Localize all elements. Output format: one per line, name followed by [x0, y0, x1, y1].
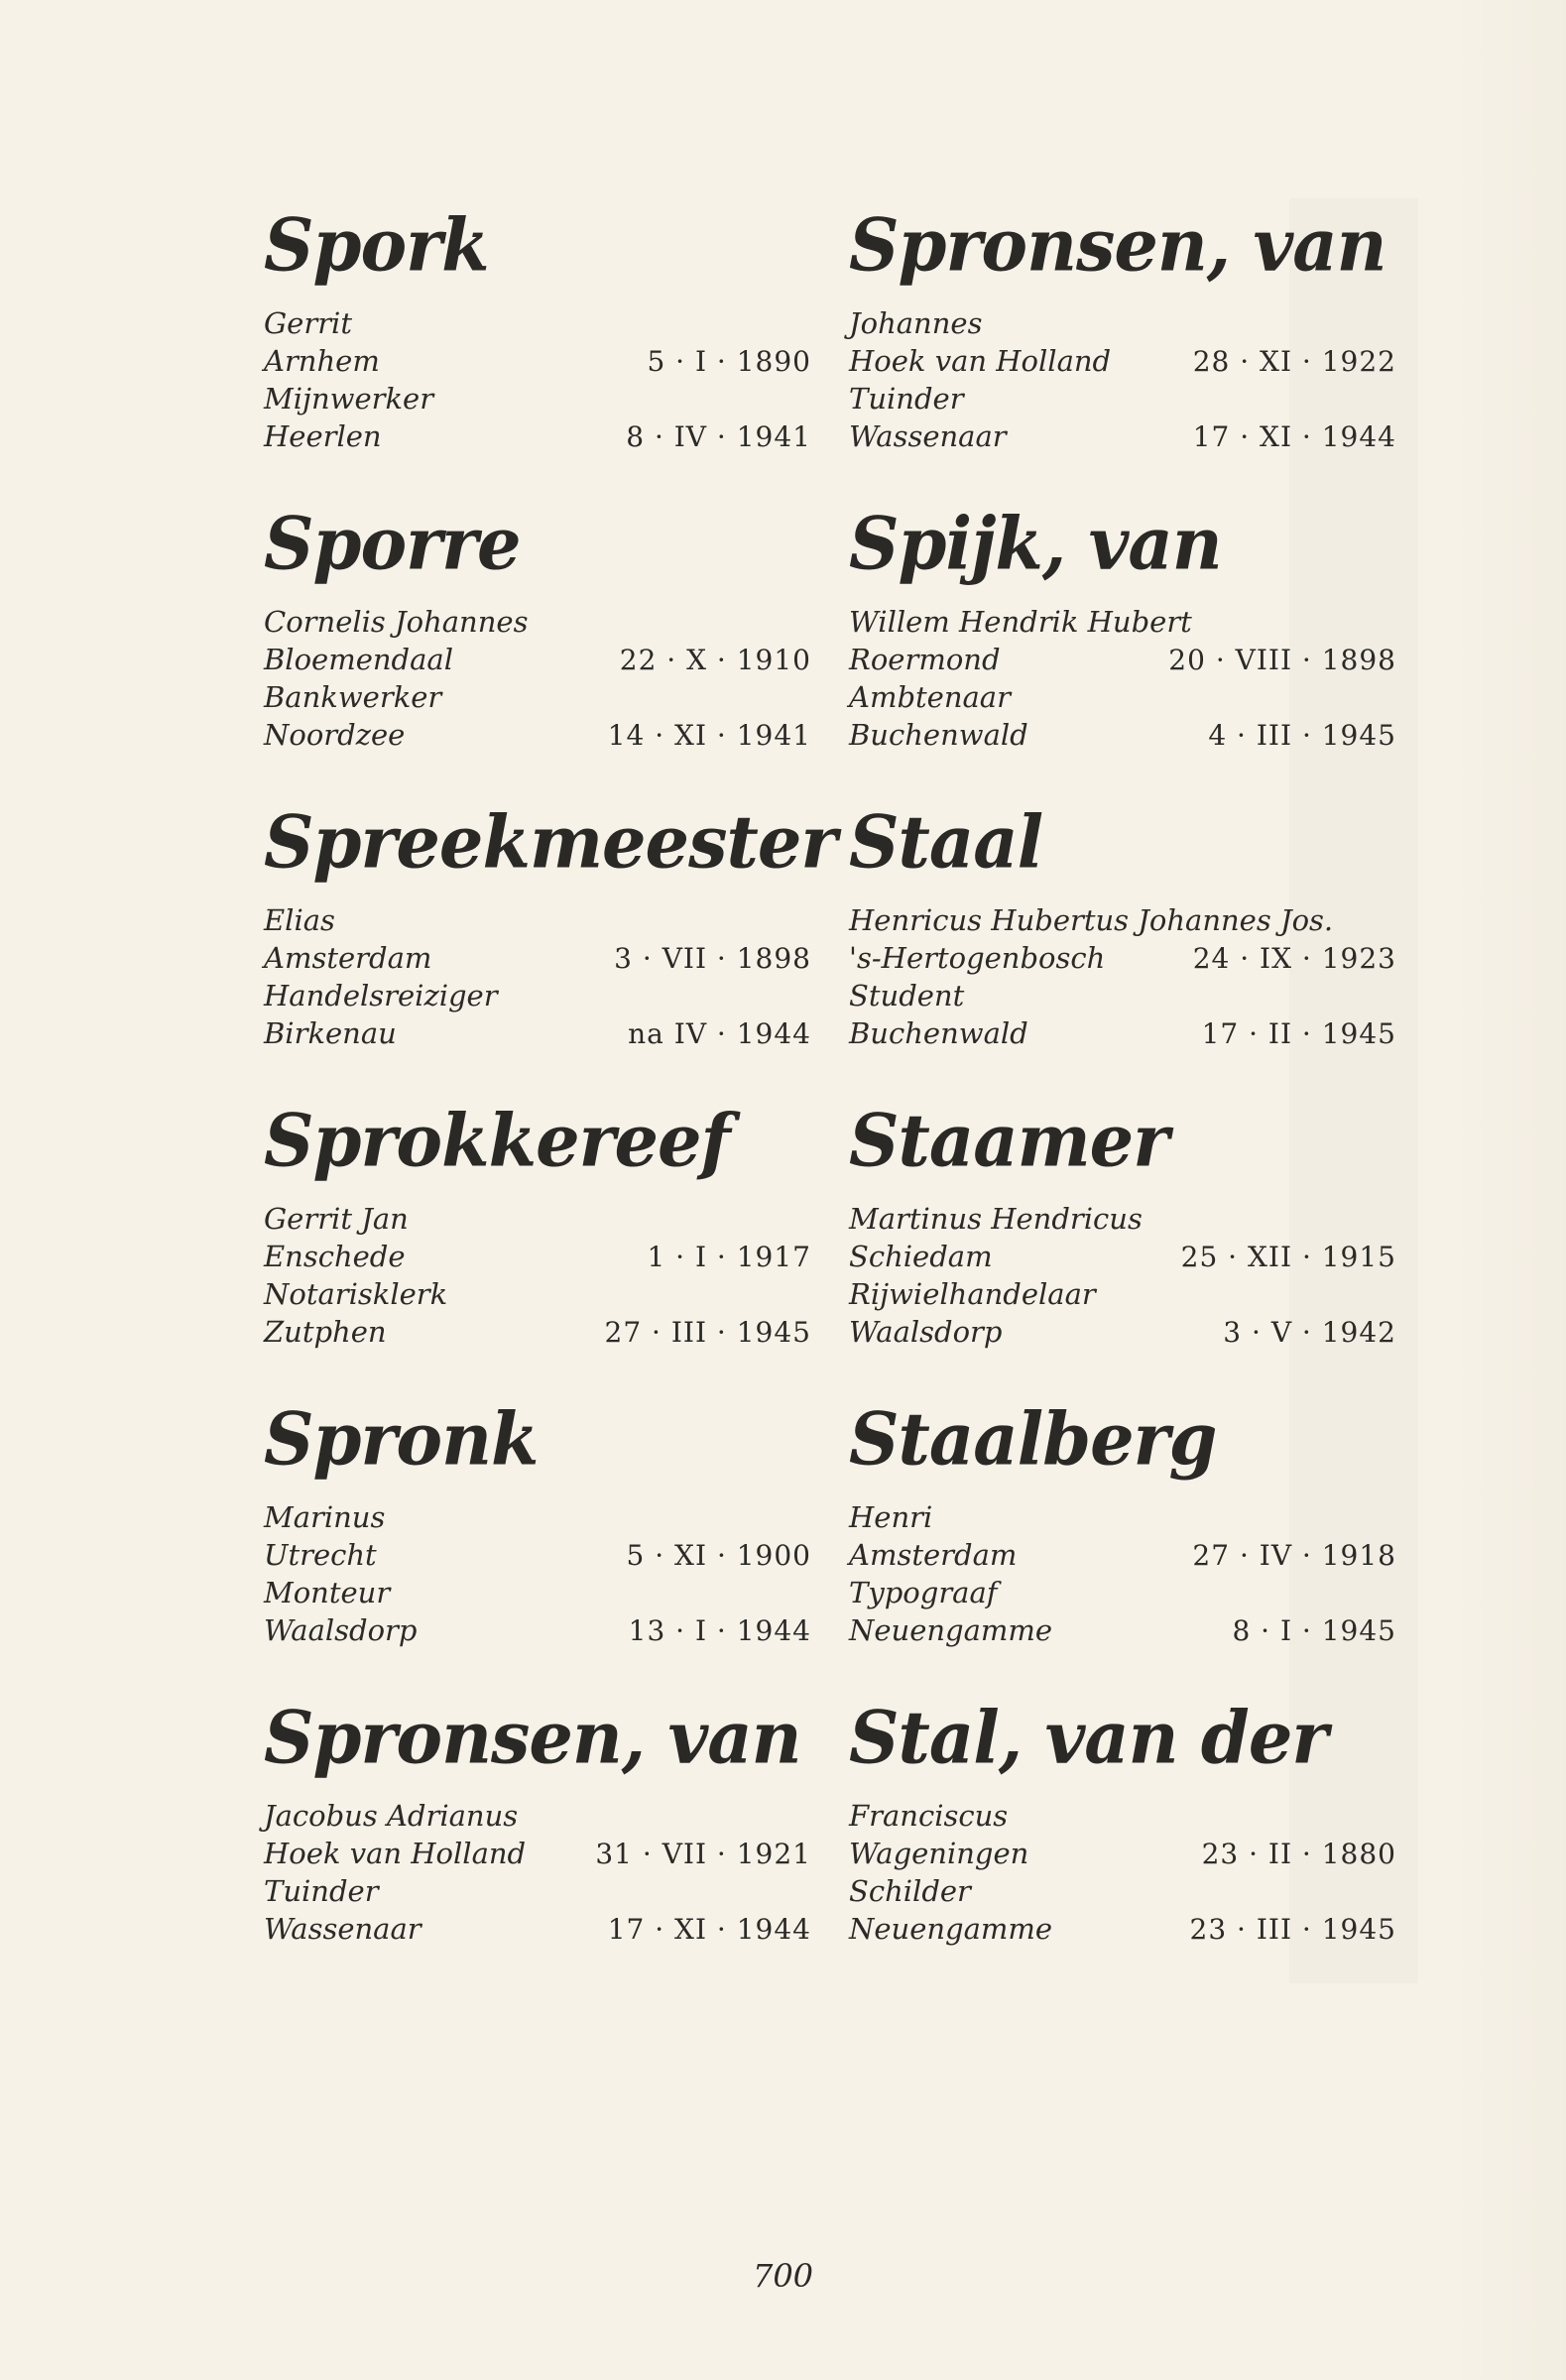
death-date: 4 · III · 1945: [1208, 719, 1396, 752]
occupation-line: [264, 1574, 815, 1611]
birth-date: 5 · I · 1890: [647, 345, 811, 378]
surname-heading: Spreekmeester: [264, 798, 837, 886]
death-place: Wassenaar: [264, 1912, 422, 1946]
surname-heading: Staalberg: [849, 1395, 1217, 1483]
entry-details: [264, 1200, 815, 1351]
entry-details: [849, 901, 1400, 1052]
occupation-line: [849, 1872, 1400, 1910]
surname-heading: Staal: [849, 798, 1043, 886]
death-date: 13 · I · 1944: [628, 1614, 811, 1647]
register-entry: [849, 502, 1400, 800]
occupation-line: [849, 380, 1400, 417]
register-entry: [264, 798, 837, 1099]
occupation-line: [264, 678, 815, 716]
birth-date: 23 · II · 1880: [1201, 1838, 1396, 1870]
birth-place: Bloemendaal: [264, 643, 453, 676]
occupation: Ambtenaar: [849, 680, 1011, 714]
occupation: Bankwerker: [264, 680, 442, 714]
death-place: Neuengamme: [849, 1912, 1053, 1946]
entry-details: [849, 1200, 1400, 1351]
given-names-line: [849, 1498, 1400, 1536]
death-line: [264, 1611, 815, 1649]
surname-heading: Staamer: [849, 1097, 1169, 1184]
death-place: Heerlen: [264, 419, 382, 453]
given-names: Cornelis Johannes: [264, 605, 529, 639]
entry-details: [849, 1498, 1400, 1649]
birth-date: 1 · I · 1917: [647, 1241, 811, 1273]
given-names: Martinus Hendricus: [849, 1202, 1143, 1236]
given-names: Jacobus Adrianus: [264, 1799, 519, 1833]
register-entry: [264, 1099, 815, 1397]
death-place: Wassenaar: [849, 419, 1007, 453]
death-date: 27 · III · 1945: [604, 1316, 811, 1349]
birth-place: Schiedam: [849, 1240, 993, 1273]
given-names-line: [264, 901, 815, 939]
birth-place: Utrecht: [264, 1538, 377, 1572]
death-date: 8 · I · 1945: [1232, 1614, 1396, 1647]
given-names-line: [264, 304, 815, 342]
birth-place: Amsterdam: [264, 941, 432, 975]
occupation-line: [264, 380, 815, 417]
given-names-line: [849, 603, 1400, 641]
death-place: Noordzee: [264, 718, 406, 752]
occupation: Notarisklerk: [264, 1277, 448, 1311]
surname-heading: Spork: [264, 201, 489, 289]
occupation: Mijnwerker: [264, 382, 434, 416]
given-names: Elias: [264, 903, 335, 937]
death-place: Zutphen: [264, 1315, 387, 1349]
birth-place: Roermond: [849, 643, 1001, 676]
birth-date: 24 · IX · 1923: [1192, 942, 1396, 975]
given-names: Franciscus: [849, 1799, 1009, 1833]
birth-date: 28 · XI · 1922: [1192, 345, 1396, 378]
birth-date: 27 · IV · 1918: [1192, 1539, 1396, 1572]
register-entry: [849, 1696, 1400, 1994]
birth-line: [264, 641, 815, 678]
occupation-line: [264, 1872, 815, 1910]
death-place: Buchenwald: [849, 1016, 1028, 1050]
death-line: [264, 1910, 815, 1948]
death-date: 17 · XI · 1944: [607, 1913, 811, 1946]
birth-place: 's-Hertogenbosch: [849, 941, 1106, 975]
death-line: [264, 716, 815, 754]
birth-date: 3 · VII · 1898: [614, 942, 811, 975]
right-column: [849, 203, 1400, 1994]
death-date: na IV · 1944: [628, 1017, 811, 1050]
birth-date: 25 · XII · 1915: [1180, 1241, 1396, 1273]
entry-details: [264, 1797, 815, 1948]
register-entry: [264, 1397, 815, 1696]
birth-line: [849, 641, 1400, 678]
death-line: [849, 417, 1400, 455]
occupation-line: [849, 1275, 1400, 1313]
death-line: [849, 1611, 1400, 1649]
birth-line: [264, 1238, 815, 1275]
occupation: Tuinder: [264, 1874, 379, 1908]
surname-heading: Spijk, van: [849, 500, 1222, 587]
left-column: [264, 201, 837, 1994]
given-names-line: [849, 1797, 1400, 1835]
register-entry: [849, 203, 1400, 502]
entry-details: [849, 304, 1400, 455]
death-date: 14 · XI · 1941: [607, 719, 811, 752]
given-names-line: [264, 1797, 815, 1835]
birth-line: [264, 342, 815, 380]
death-place: Waalsdorp: [849, 1315, 1003, 1349]
occupation-line: [849, 1574, 1400, 1611]
surname-heading: Sporre: [264, 500, 521, 587]
given-names-line: [849, 1200, 1400, 1238]
page-edge-shadow: [1447, 0, 1566, 2380]
entry-details: [849, 1797, 1400, 1948]
birth-line: [849, 1835, 1400, 1872]
death-date: 17 · II · 1945: [1201, 1017, 1396, 1050]
entry-details: [264, 901, 815, 1052]
given-names: Henricus Hubertus Johannes Jos.: [849, 903, 1334, 937]
register-entry: [264, 502, 815, 800]
birth-place: Amsterdam: [849, 1538, 1018, 1572]
death-place: Birkenau: [264, 1016, 397, 1050]
birth-place: Wageningen: [849, 1837, 1029, 1870]
birth-place: Hoek van Holland: [264, 1837, 527, 1870]
given-names: Henri: [849, 1500, 933, 1534]
birth-line: [849, 1238, 1400, 1275]
surname-heading: Spronsen, van: [849, 201, 1386, 289]
death-date: 3 · V · 1942: [1223, 1316, 1396, 1349]
page-number: 700: [752, 2257, 814, 2295]
birth-date: 31 · VII · 1921: [595, 1838, 811, 1870]
birth-line: [849, 939, 1400, 977]
register-entry: [264, 203, 815, 502]
occupation: Typograaf: [849, 1576, 998, 1609]
birth-date: 20 · VIII · 1898: [1168, 644, 1396, 676]
given-names-line: [849, 901, 1400, 939]
death-line: [849, 1313, 1400, 1351]
birth-place: Enschede: [264, 1240, 406, 1273]
birth-date: 22 · X · 1910: [619, 644, 811, 676]
register-entry: [849, 800, 1400, 1099]
death-line: [849, 1014, 1400, 1052]
birth-date: 5 · XI · 1900: [626, 1539, 811, 1572]
birth-place: Hoek van Holland: [849, 344, 1112, 378]
birth-line: [849, 1536, 1400, 1574]
given-names: Marinus: [264, 1500, 386, 1534]
death-place: Neuengamme: [849, 1613, 1053, 1647]
death-line: [849, 1910, 1400, 1948]
given-names: Gerrit Jan: [264, 1202, 409, 1236]
death-date: 17 · XI · 1944: [1192, 420, 1396, 453]
death-place: Waalsdorp: [264, 1613, 418, 1647]
given-names: Johannes: [849, 306, 983, 340]
occupation-line: [264, 977, 815, 1014]
surname-heading: Sprokkereef: [264, 1097, 730, 1184]
death-place: Buchenwald: [849, 718, 1028, 752]
given-names: Willem Hendrik Hubert: [849, 605, 1192, 639]
death-line: [849, 716, 1400, 754]
occupation: Rijwielhandelaar: [849, 1277, 1096, 1311]
entry-details: [264, 1498, 815, 1649]
register-columns: [264, 203, 1400, 1994]
birth-line: [849, 342, 1400, 380]
death-line: [264, 417, 815, 455]
occupation-line: [849, 977, 1400, 1014]
entry-details: [264, 304, 815, 455]
surname-heading: Spronsen, van: [264, 1694, 801, 1781]
death-date: 23 · III · 1945: [1189, 1913, 1396, 1946]
death-date: 8 · IV · 1941: [626, 420, 811, 453]
birth-line: [264, 939, 815, 977]
surname-heading: Spronk: [264, 1395, 539, 1483]
register-entry: [849, 1397, 1400, 1696]
birth-line: [264, 1536, 815, 1574]
birth-place: Arnhem: [264, 344, 380, 378]
occupation: Handelsreiziger: [264, 979, 498, 1012]
given-names: Gerrit: [264, 306, 352, 340]
occupation-line: [264, 1275, 815, 1313]
occupation: Schilder: [849, 1874, 971, 1908]
death-line: [264, 1014, 815, 1052]
given-names-line: [264, 1498, 815, 1536]
entry-details: [264, 603, 815, 754]
death-line: [264, 1313, 815, 1351]
given-names-line: [264, 603, 815, 641]
occupation-line: [849, 678, 1400, 716]
given-names-line: [264, 1200, 815, 1238]
occupation: Monteur: [264, 1576, 391, 1609]
occupation: Student: [849, 979, 965, 1012]
surname-heading: Stal, van der: [849, 1694, 1328, 1781]
register-entry: [264, 1696, 815, 1994]
birth-line: [264, 1835, 815, 1872]
register-entry: [849, 1099, 1400, 1397]
occupation: Tuinder: [849, 382, 964, 416]
entry-details: [849, 603, 1400, 754]
given-names-line: [849, 304, 1400, 342]
